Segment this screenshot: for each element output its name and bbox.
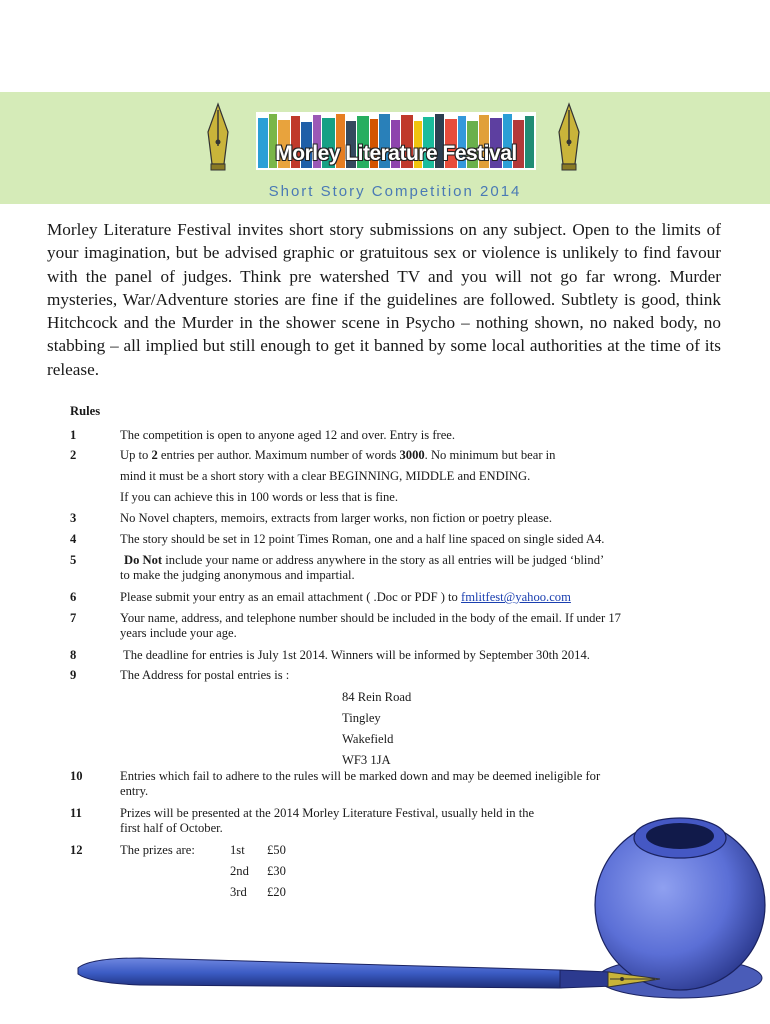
rule-text: The competition is open to anyone aged 12 and over. Entry is free.	[120, 428, 456, 442]
rule-number: 3	[70, 511, 77, 525]
address-line: WF3 1JA	[342, 753, 391, 767]
pen-nib-left-icon	[204, 102, 232, 172]
rule-text: Entries which fail to adhere to the rules will be marked down and may be deemed ineligible for	[120, 769, 601, 783]
rule-number: 6	[70, 590, 77, 604]
rule-number: 2	[70, 448, 77, 462]
prize-amount: £30	[267, 864, 286, 878]
rule-text: No Novel chapters, memoirs, extracts from larger works, non fiction or poetry please.	[120, 511, 553, 525]
rule-number: 12	[70, 843, 83, 857]
rule-number: 10	[70, 769, 83, 783]
prize-amount: £50	[267, 843, 286, 857]
rule-text: The story should be set in 12 point Times Roman, one and a half line spaced on single sided A4.	[120, 532, 605, 546]
rule-number: 1	[70, 428, 77, 442]
rule-text-line: mind it must be a short story with a clear BEGINNING, MIDDLE and ENDING.	[120, 469, 531, 483]
rule-text-line: If you can achieve this in 100 words or less that is fine.	[120, 490, 399, 504]
rule-text: Do Not include your name or address anywhere in the story as all entries will be judged ‘blind’	[124, 553, 605, 567]
intro-paragraph: Morley Literature Festival invites short story submissions on any subject. Open to the limits of your imagination, but be advised graphic or gratuitous sex or violence is unlikely to find favour with the panel of judges. Think pre watershed TV and you will not go far wrong. Murder mysteries, War/Adventure stories are fine if the guidelines are followed. Subtlety is good, think Hitchcock and the Murder in the shower scene in Psycho – nothing shown, no naked body, no stabbing – all implied but still enough to get it banned by some local authorities at the time of its release.	[47, 220, 721, 379]
rule-number: 9	[70, 668, 77, 682]
address-line: 84 Rein Road	[342, 690, 412, 704]
prize-place: 1st	[230, 843, 245, 857]
rule-text: The prizes are:	[120, 843, 195, 857]
rule-text: Your name, address, and telephone number should be included in the body of the email. If under 17	[120, 611, 621, 625]
rule-number: 5	[70, 553, 77, 567]
rule-text-line: entry.	[120, 784, 149, 798]
logo-title: Morley Literature Festival	[275, 142, 517, 165]
prize-place: 3rd	[230, 885, 247, 899]
rule-text-line: first half of October.	[120, 821, 223, 835]
rule-number: 4	[70, 532, 77, 546]
prize-amount: £20	[267, 885, 286, 899]
prize-place: 2nd	[230, 864, 249, 878]
rule-text-line: years include your age.	[120, 626, 237, 640]
festival-logo	[256, 112, 536, 170]
rules-title: Rules	[70, 404, 101, 418]
email-link[interactable]: fmlitfest@yahoo.com	[461, 590, 571, 604]
rule-text: Up to 2 entries per author. Maximum number of words 3000. No minimum but bear in	[120, 448, 556, 462]
pen-nib-right-icon	[555, 102, 583, 172]
address-line: Wakefield	[342, 732, 394, 746]
address-line: Tingley	[342, 711, 381, 725]
rule-text: Please submit your entry as an email attachment ( .Doc or PDF ) to fmlitfest@yahoo.com	[120, 590, 571, 604]
rule-number: 8	[70, 648, 77, 662]
rule-text: The Address for postal entries is :	[120, 668, 290, 682]
rule-number: 7	[70, 611, 77, 625]
competition-subtitle: Short Story Competition 2014	[268, 183, 522, 200]
rule-text: The deadline for entries is July 1st 2014. Winners will be informed by September 30th 2014.	[123, 648, 590, 662]
rules-section	[70, 404, 730, 899]
rule-text-line: to make the judging anonymous and impartial.	[120, 568, 355, 582]
rule-number: 11	[70, 806, 82, 820]
rule-text: Prizes will be presented at the 2014 Morley Literature Festival, usually held in the	[120, 806, 535, 820]
